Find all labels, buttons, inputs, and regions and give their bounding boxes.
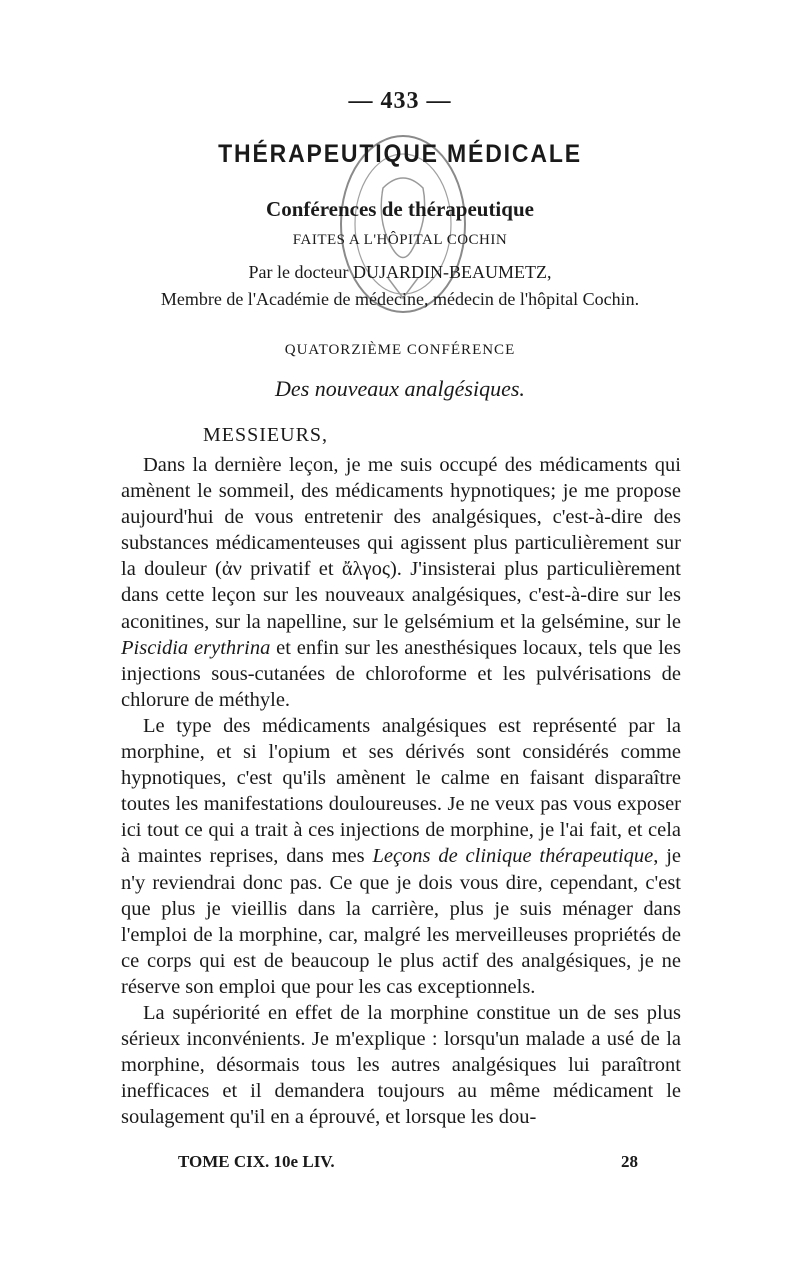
paragraph-2-text-b: , je n'y reviendrai donc pas. Ce que je dois vous dire, cependant, c'est que plus je vieillis dans la carrière, plus je suis ménager dans l'emploi de la morphine, car, malgré les merveilleuses propriétés de ce corps qui est de beaucoup le plus actif des analgésiques, je ne réserve son emploi que pour les cas exceptionnels. [121, 845, 681, 998]
paragraph-1-text-a: Dans la dernière leçon, je me suis occupé des médicaments qui amènent le sommeil, des médicaments hypnotiques; je me propose aujourd'hui de vous entretenir des analgésiques, c'est-à-dire des substances médicamenteuses qui agissent plus particulièrement sur la douleur (ἀν privatif et ἄλγος). J'insisterai plus particulièrement dans cette leçon sur les nouveaux analgésiques, c'est-à-dire sur les aconitines, sur la napelline, sur le gelsémium et la gelsémine, sur le [121, 454, 681, 633]
section-title: THÉRAPEUTIQUE MÉDICALE [218, 140, 582, 168]
paragraph-2-text-a: Le type des médicaments analgésiques est représenté par la morphine, et si l'opium et ses dérivés sont considérés comme hypnotiques, c'est qu'ils amènent le calme en faisant disparaître toutes les manifestations douloureuses. Je ne veux pas vous exposer ici tout ce qui a trait à ces injections de morphine, je l'ai fait, et cela à maintes reprises, dans mes [121, 714, 681, 868]
paragraph-2-italic: Leçons de clinique thérapeutique [372, 845, 654, 868]
salutation: MESSIEURS, [203, 424, 329, 446]
volume-label: TOME CIX. 10e LIV. [178, 1152, 335, 1171]
conference-number: QUATORZIÈME CONFÉRENCE [284, 342, 516, 358]
page-footer [178, 1152, 638, 1172]
signature-mark: 28 [621, 1152, 638, 1171]
page-number: — 433 — [348, 88, 452, 114]
body-text [121, 452, 681, 1130]
paragraph-3: La supériorité en effet de la morphine constitue un de ses plus sérieux inconvénients. Je m'explique : lorsqu'un malade a usé de la morphine, désormais tous les autres analgésiques lui paraîtront inefficaces et il demandera toujours au même médicament le soulagement qu'il en a éprouvé, et lorsque les dou- [121, 1001, 681, 1129]
paragraph-2 [121, 713, 681, 1000]
author-line: Par le docteur DUJARDIN-BEAUMETZ, [248, 262, 552, 282]
lecture-title: Des nouveaux analgésiques. [275, 376, 525, 401]
paragraph-1-italic: Piscidia erythrina [121, 636, 271, 659]
paragraph-1-text-b: et enfin sur les anesthésiques locaux, tels que les injections sous-cutanées de chloroforme et les pulvérisations de chlorure de méthyle. [121, 636, 681, 711]
venue-line: FAITES A L'HÔPITAL COCHIN [292, 232, 508, 248]
series-title: Conférences de thérapeutique [266, 197, 534, 221]
affiliation-line: Membre de l'Académie de médecine, médecin de l'hôpital Cochin. [160, 289, 640, 309]
paragraph-1 [121, 452, 681, 713]
